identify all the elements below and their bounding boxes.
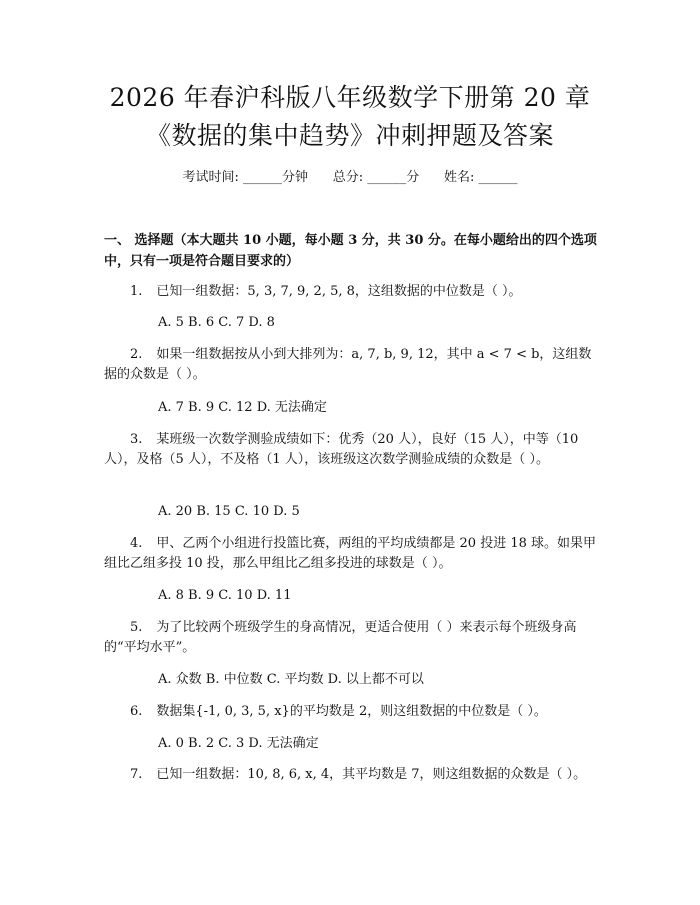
page-title-line2: 《数据的集中趋势》冲刺押题及答案 [145, 121, 554, 150]
question-number: 7. [130, 767, 143, 782]
question-3-options: A. 20 B. 15 C. 10 D. 5 [158, 504, 300, 519]
question-4-options: A. 8 B. 9 C. 10 D. 11 [158, 588, 292, 603]
question-number: 3. [130, 432, 143, 447]
question-number: 4. [130, 536, 143, 551]
question-text: 为了比较两个班级学生的身高情况，更适合使用（ ）来表示每个班级身高的“平均水平”。 [104, 620, 577, 655]
page-title-line1: 2026 年春沪科版八年级数学下册第 20 章 [109, 83, 591, 112]
question-6 [104, 702, 600, 722]
question-4 [104, 534, 600, 574]
question-2-options: A. 7 B. 9 C. 12 D. 无法确定 [158, 400, 327, 415]
question-number: 6. [130, 704, 143, 719]
question-5 [104, 618, 600, 658]
question-text: 数据集{-1, 0, 3, 5, x}的平均数是 2，则这组数据的中位数是（ ）。 [156, 704, 547, 719]
question-7 [104, 765, 600, 785]
question-3 [104, 430, 600, 470]
question-text: 已知一组数据：5, 3, 7, 9, 2, 5, 8，这组数据的中位数是（ ）。 [156, 284, 522, 299]
question-number: 5. [130, 620, 143, 635]
section-heading: 一、 选择题（本大题共 10 小题，每小题 3 分，共 30 分。在每小题给出的四个选项中，只有一项是符合题目要求的） [104, 233, 597, 269]
exam-meta-line: 考试时间: ______分钟 总分: ______分 姓名: ______ [182, 170, 518, 185]
question-text: 某班级一次数学测验成绩如下：优秀（20 人），良好（15 人），中等（10 人），及格（5 人），不及格（1 人），该班级这次数学测验成绩的众数是（ ）。 [104, 432, 579, 467]
question-text: 如果一组数据按从小到大排列为：a, 7, b, 9, 12，其中 a < 7 < b，这组数据的众数是（ ）。 [104, 347, 592, 382]
question-1-options: A. 5 B. 6 C. 7 D. 8 [158, 315, 275, 330]
question-1 [104, 282, 600, 302]
question-6-options: A. 0 B. 2 C. 3 D. 无法确定 [158, 736, 319, 751]
question-2 [104, 345, 600, 385]
question-number: 1. [130, 284, 143, 299]
question-number: 2. [130, 347, 143, 362]
question-text: 甲、乙两个小组进行投篮比赛，两组的平均成绩都是 20 投进 18 球。如果甲组比乙组多投 10 投，那么甲组比乙组多投进的球数是（ ）。 [104, 536, 597, 571]
question-text: 已知一组数据：10, 8, 6, x, 4，其平均数是 7，则这组数据的众数是（ ）。 [156, 767, 587, 782]
question-5-options: A. 众数 B. 中位数 C. 平均数 D. 以上都不可以 [158, 672, 424, 687]
